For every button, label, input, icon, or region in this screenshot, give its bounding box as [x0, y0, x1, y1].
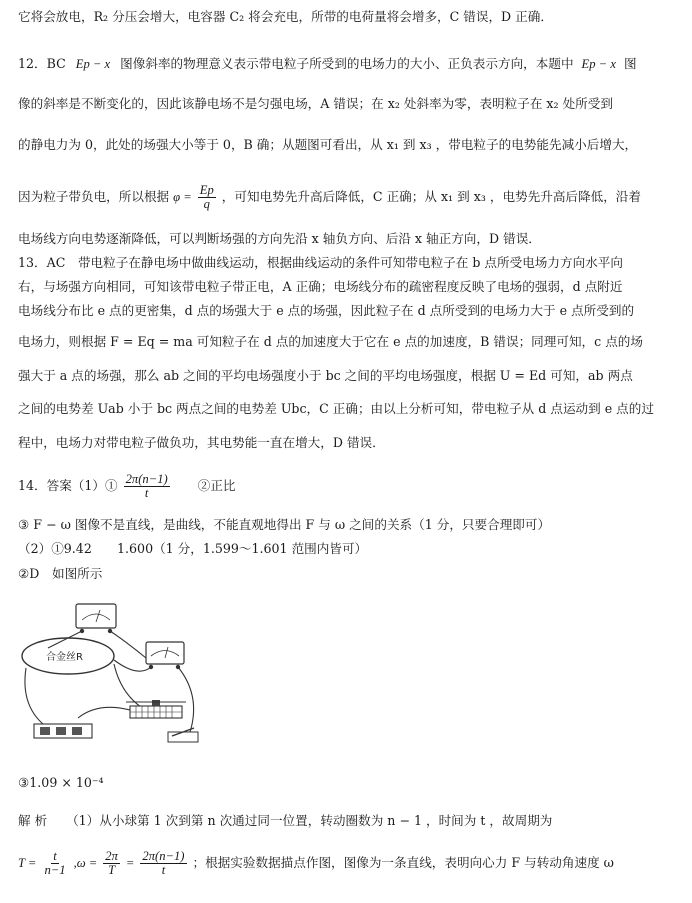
T-denominator: n−1: [44, 863, 66, 877]
line-19: 解 析 （1）从小球第 1 次到第 n 次通过同一位置，转动圈数为 n − 1 ，时间为 t ，故周期为: [18, 813, 553, 828]
q12-body: 图像斜率的物理意义表示带电粒子所受到的电场力的大小、正负表示方向，本题中: [120, 56, 574, 71]
omega-numerator: 2π: [105, 849, 118, 863]
phi-denominator: q: [203, 197, 210, 211]
T-lhs: T =: [18, 856, 37, 870]
line-12: 之间的电势差 Uab 小于 bc 两点之间的电势差 Ubc，C 正确；由以上分析可知，带电粒子从 d 点运动到 e 点的过: [18, 401, 654, 416]
line-5-a: 因为粒子带负电，所以根据: [18, 189, 170, 204]
T-fraction: [42, 850, 67, 877]
switch: [168, 728, 198, 742]
circuit-diagram: [18, 598, 208, 756]
line-3: 像的斜率是不断变化的，因此该静电场不是匀强电场，A 错误；在 x₂ 处斜率为零，表明粒子在 x₂ 处所受到: [18, 96, 613, 111]
line-20-tail: ；根据实验数据描点作图，图像为一条直线，表明向心力 F 与转动角速度 ω: [192, 855, 614, 870]
phi-numerator: Ep: [199, 183, 214, 197]
T-numerator: t: [53, 849, 57, 863]
battery-pack: [34, 724, 92, 738]
omega-result-numerator: 2π(n−1): [142, 849, 185, 863]
proportional-answer: ②正比: [197, 478, 236, 493]
line-5: [18, 180, 641, 214]
omega-lhs: ,ω =: [73, 856, 98, 870]
omega-denominator: T: [108, 863, 116, 877]
ep-x-formula-2: Ep − x: [581, 57, 616, 71]
line-20: [18, 844, 614, 882]
line-1: 它将会放电，R₂ 分压会增大，电容器 C₂ 将会充电，所带的电荷量将会增多，C 错误，D 正确．: [18, 9, 553, 24]
phi-lhs: φ =: [173, 190, 192, 204]
line-11: 强大于 a 点的场强，那么 ab 之间的平均电场强度小于 bc 之间的平均电场强度，根据 U = Ed 可知，ab 两点: [18, 368, 633, 383]
alloy-wire-label: 合金丝R: [46, 652, 83, 663]
period-numerator: 2π(n−1): [125, 472, 168, 486]
ammeter: [146, 642, 184, 669]
line-14: [18, 469, 236, 503]
line-10: 电场力，则根据 F = Eq = ma 可知粒子在 d 点的加速度大于它在 e 点的加速度，B 错误；同理可知，c 点的场: [18, 334, 643, 349]
omega-result-fraction: [140, 850, 186, 877]
ep-x-formula: Ep − x: [75, 57, 111, 71]
period-denominator: t: [144, 486, 149, 500]
line-4: 的静电力为 0，此处的场强大小等于 0，B 确；从题图可看出，从 x₁ 到 x₃ ，带电粒子的电势能先减小后增大，: [18, 137, 638, 152]
line-18: ③1.09 × 10⁻⁴: [18, 775, 104, 790]
line-6: 电场线方向电势逐渐降低，可以判断场强的方向先沿 x 轴负方向、后沿 x 轴正方向，D 错误．: [18, 231, 541, 246]
line-5-b: ，可知电势先升高后降低，C 正确；从 x₁ 到 x₃ ，电势先升高后降低，沿着: [221, 189, 641, 204]
line-17: ②D 如图所示: [18, 566, 103, 581]
period-fraction: [124, 473, 170, 500]
line-7: 13．AC 带电粒子在静电场中做曲线运动，根据曲线运动的条件可知带电粒子在 b 点所受电场力方向水平向: [18, 255, 623, 270]
line-2: [18, 56, 637, 72]
q12-tail: 图: [623, 56, 637, 71]
line-16: （2）①9.42 1.600（1 分，1.599～1.601 范围内皆可）: [18, 541, 368, 556]
omega-fraction: [103, 850, 120, 877]
q14-answer-head: 14．答案（1）①: [18, 478, 118, 493]
omega-result-denominator: t: [161, 863, 166, 877]
line-15: ③ F − ω 图像不是直线，是曲线，不能直观地得出 F 与 ω 之间的关系（1 分，只要合理即可）: [18, 517, 551, 532]
line-8: 右，与场强方向相同，可知该带电粒子带正电，A 正确；电场线分布的疏密程度反映了电场的强弱，d 点附近: [18, 279, 623, 294]
phi-fraction: [198, 184, 216, 211]
line-9: 电场线分布比 e 点的更密集，d 点的场强大于 e 点的场强，因此粒子在 d 点所受到的电场力大于 e 点所受到的: [18, 303, 635, 318]
line-13: 程中，电场力对带电粒子做负功，其电势能一直在增大，D 错误．: [18, 435, 385, 450]
voltmeter: [76, 604, 116, 633]
equals-sign: =: [125, 856, 135, 870]
q12-head: 12．BC: [18, 56, 66, 71]
